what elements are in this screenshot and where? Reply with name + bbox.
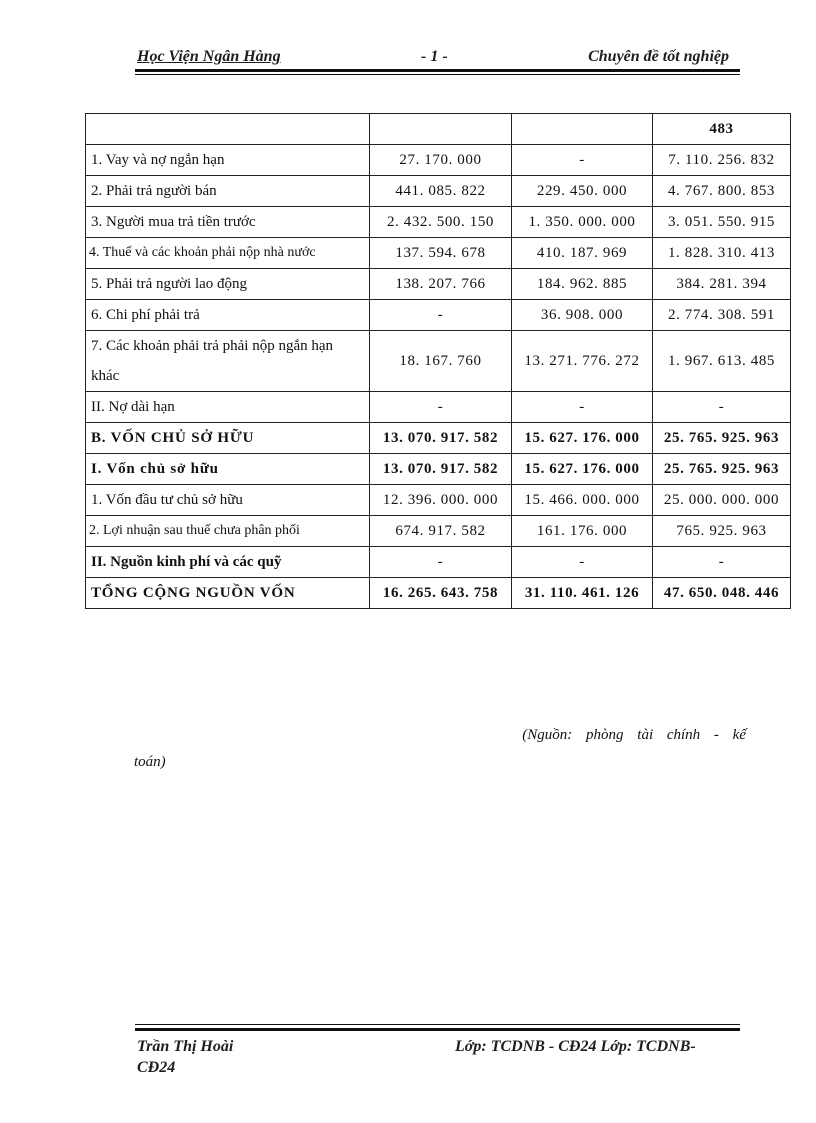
row-label: 6. Chi phí phải trả [86, 300, 370, 331]
row-value-2: 1. 350. 000. 000 [512, 207, 653, 238]
table-row [86, 423, 791, 454]
row-value-3: 384. 281. 394 [653, 269, 791, 300]
row-value-2: 161. 176. 000 [512, 516, 653, 547]
row-value-1: - [370, 300, 512, 331]
row-label: I. Vốn chủ sở hữu [86, 454, 370, 485]
table-row [86, 454, 791, 485]
row-value-1: - [370, 392, 512, 423]
row-value-2: 31. 110. 461. 126 [512, 578, 653, 609]
row-value-3: 4. 767. 800. 853 [653, 176, 791, 207]
row-value-1: 13. 070. 917. 582 [370, 454, 512, 485]
table-row [86, 145, 791, 176]
table-row [86, 176, 791, 207]
row-label: 2. Phải trả người bán [86, 176, 370, 207]
row-label: 1. Vốn đầu tư chủ sở hữu [86, 485, 370, 516]
row-value-3: 1. 967. 613. 485 [653, 331, 791, 392]
row-value-3: - [653, 392, 791, 423]
row-value-3: 2. 774. 308. 591 [653, 300, 791, 331]
row-value-1: 137. 594. 678 [370, 238, 512, 269]
source-note [134, 722, 746, 776]
row-value-3: 47. 650. 048. 446 [653, 578, 791, 609]
row-value-3: 765. 925. 963 [653, 516, 791, 547]
row-label: II. Nợ dài hạn [86, 392, 370, 423]
header-rule-thin [135, 74, 740, 75]
row-value-2: - [512, 145, 653, 176]
row-value-3: 25. 765. 925. 963 [653, 423, 791, 454]
page-header [135, 46, 739, 68]
row-value-2: 13. 271. 776. 272 [512, 331, 653, 392]
row-value-2: 36. 908. 000 [512, 300, 653, 331]
header-page-number: - 1 - [421, 48, 448, 65]
row-value-1: 12. 396. 000. 000 [370, 485, 512, 516]
row-label [86, 114, 370, 145]
table-row [86, 114, 791, 145]
row-value-1: 138. 207. 766 [370, 269, 512, 300]
row-value-3: 25. 765. 925. 963 [653, 454, 791, 485]
row-value-2: 15. 627. 176. 000 [512, 454, 653, 485]
row-value-1 [370, 114, 512, 145]
capital-sources-table [85, 113, 791, 609]
row-label: 3. Người mua trả tiền trước [86, 207, 370, 238]
table-row [86, 485, 791, 516]
row-value-1: 2. 432. 500. 150 [370, 207, 512, 238]
source-note-line-2: toán) [134, 754, 166, 770]
row-label: 5. Phải trả người lao động [86, 269, 370, 300]
table-row [86, 547, 791, 578]
row-value-1: 441. 085. 822 [370, 176, 512, 207]
table-row [86, 516, 791, 547]
row-value-2: - [512, 392, 653, 423]
row-value-1: 674. 917. 582 [370, 516, 512, 547]
row-value-2: - [512, 547, 653, 578]
row-value-1: 18. 167. 760 [370, 331, 512, 392]
row-value-3: 3. 051. 550. 915 [653, 207, 791, 238]
row-value-3: 25. 000. 000. 000 [653, 485, 791, 516]
row-label: B. VỐN CHỦ SỞ HỮU [86, 423, 370, 454]
row-value-1: 16. 265. 643. 758 [370, 578, 512, 609]
row-value-3: 483 [653, 114, 791, 145]
header-doc-type: Chuyên đề tốt nghiệp [588, 48, 729, 65]
row-label: II. Nguồn kinh phí và các quỹ [86, 547, 370, 578]
footer-rule-thin [135, 1024, 740, 1025]
row-value-1: - [370, 547, 512, 578]
row-value-2: 184. 962. 885 [512, 269, 653, 300]
header-institution: Học Viện Ngân Hàng [137, 48, 281, 65]
table-row [86, 578, 791, 609]
table-row [86, 207, 791, 238]
row-value-3: 7. 110. 256. 832 [653, 145, 791, 176]
table-row [86, 238, 791, 269]
footer-rule-thick [135, 1028, 740, 1031]
footer-class: Lớp: TCDNB - CĐ24 Lớp: TCDNB- [455, 1038, 696, 1055]
footer-author: Trần Thị Hoài [137, 1038, 234, 1055]
table-row [86, 269, 791, 300]
row-label: 4. Thuế và các khoản phải nộp nhà nước [86, 238, 370, 269]
row-value-2: 410. 187. 969 [512, 238, 653, 269]
row-value-3: 1. 828. 310. 413 [653, 238, 791, 269]
table-row [86, 392, 791, 423]
row-label: 7. Các khoản phải trả phải nộp ngắn hạn khác [86, 331, 370, 392]
table-row [86, 331, 791, 392]
row-value-2: 229. 450. 000 [512, 176, 653, 207]
row-value-2: 15. 466. 000. 000 [512, 485, 653, 516]
row-value-2 [512, 114, 653, 145]
table-row [86, 300, 791, 331]
row-value-1: 13. 070. 917. 582 [370, 423, 512, 454]
row-value-3: - [653, 547, 791, 578]
row-label: 2. Lợi nhuận sau thuế chưa phân phối [86, 516, 370, 547]
row-label: 1. Vay và nợ ngắn hạn [86, 145, 370, 176]
source-note-line-1: (Nguồn: phòng tài chính - kế [522, 727, 746, 743]
row-value-2: 15. 627. 176. 000 [512, 423, 653, 454]
footer-class-continued: CĐ24 [137, 1059, 176, 1076]
row-label: TỔNG CỘNG NGUỒN VỐN [86, 578, 370, 609]
header-rule-thick [135, 69, 740, 72]
row-value-1: 27. 170. 000 [370, 145, 512, 176]
